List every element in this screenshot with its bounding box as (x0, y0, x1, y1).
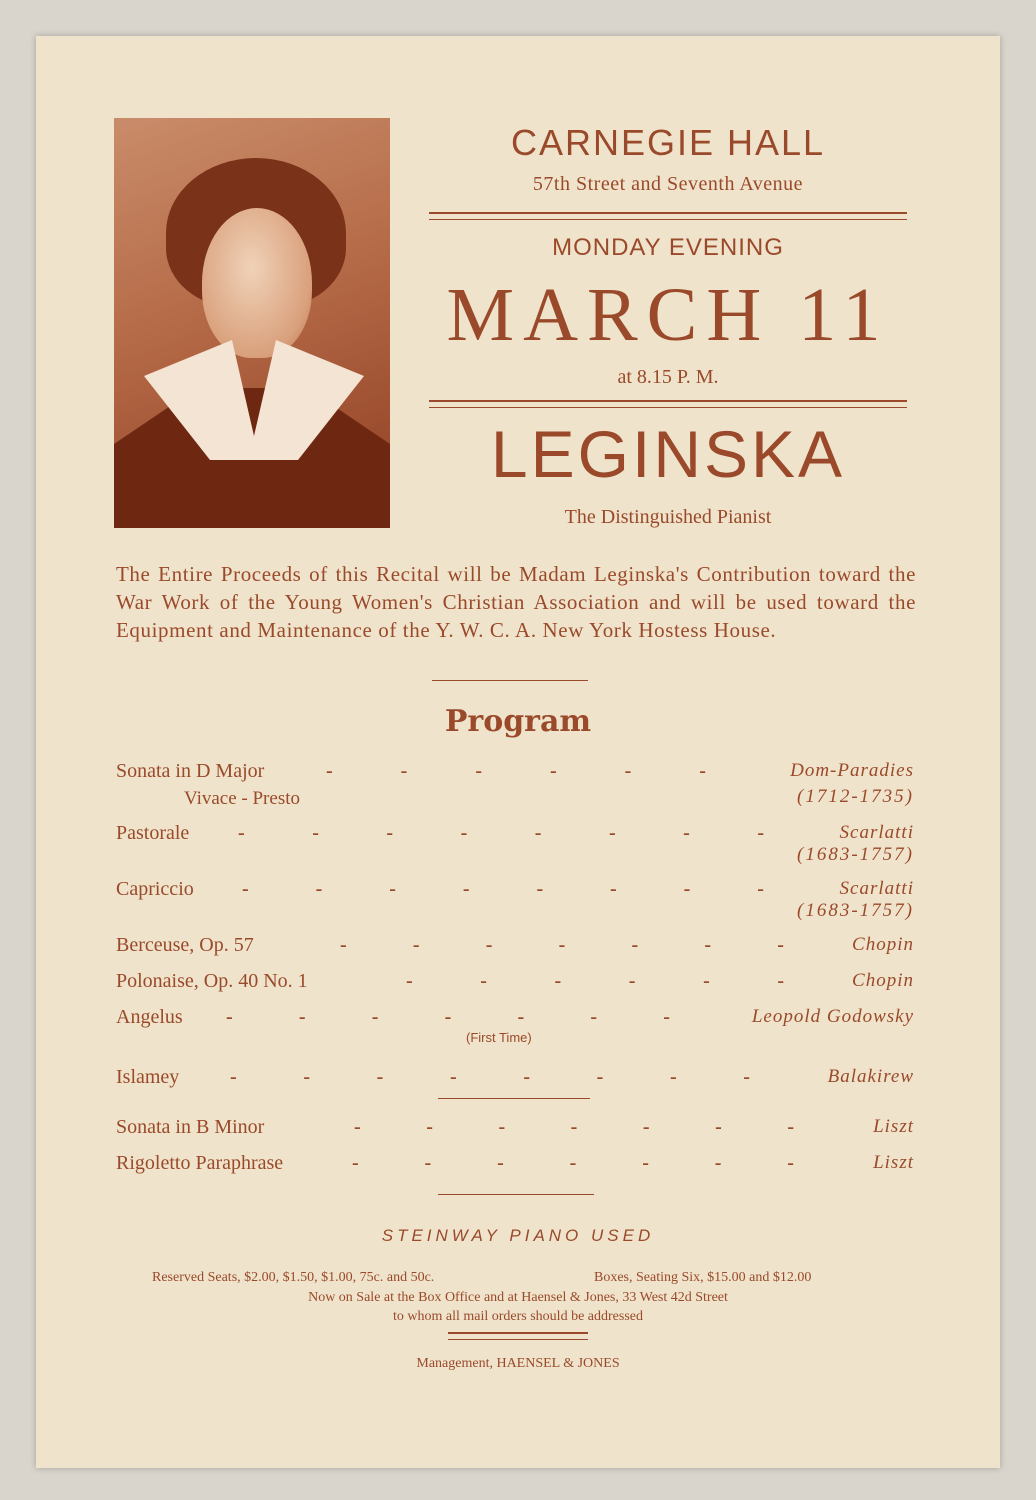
leader-dashes: - - - - - - - - (238, 822, 764, 844)
double-rule (429, 212, 907, 220)
program-item (116, 878, 914, 904)
program-item (116, 760, 914, 786)
leader-dashes: - - - - - - - (354, 1116, 794, 1138)
composer: Scarlatti (839, 822, 914, 843)
double-rule (448, 1332, 588, 1340)
sale-info: Now on Sale at the Box Office and at Haensel & Jones, 33 West 42d Street (308, 1290, 728, 1305)
first-time-note: (First Time) (466, 1030, 532, 1045)
steinway-notice: STEINWAY PIANO USED (381, 1226, 655, 1245)
composer: Liszt (873, 1152, 914, 1173)
divider (438, 1098, 590, 1099)
work-title: Polonaise, Op. 40 No. 1 (116, 970, 308, 992)
composer: Balakirew (827, 1066, 914, 1087)
composer: Dom-Paradies (790, 760, 914, 781)
work-title: Capriccio (116, 878, 194, 900)
work-title: Islamey (116, 1066, 180, 1088)
composer-years: (1683-1757) (797, 900, 914, 921)
leader-dashes: - - - - - - - (226, 1006, 670, 1028)
program-item (116, 822, 914, 848)
event-time: at 8.15 P. M. (617, 366, 719, 388)
work-title: Sonata in B Minor (116, 1116, 265, 1138)
composer-years: (1683-1757) (797, 844, 914, 865)
work-title: Berceuse, Op. 57 (116, 934, 254, 956)
pianist-portrait-photo (114, 118, 390, 528)
work-title: Pastorale (116, 822, 190, 844)
work-title: Sonata in D Major (116, 760, 265, 782)
reserved-seats-prices: Reserved Seats, $2.00, $1.50, $1.00, 75c. and 50c. (152, 1270, 435, 1285)
divider (438, 1194, 594, 1195)
program-title: Program (444, 704, 592, 739)
concert-flyer (36, 36, 1000, 1468)
venue-address: 57th Street and Seventh Avenue (532, 173, 804, 195)
program-item (116, 1006, 914, 1032)
composer: Chopin (852, 970, 914, 991)
program-item (116, 1152, 914, 1178)
movement-detail: Vivace - Presto (184, 788, 300, 809)
work-title: Angelus (116, 1006, 183, 1028)
program-item (116, 1066, 914, 1092)
performer-subtitle: The Distinguished Pianist (564, 506, 772, 528)
event-date: MARCH 11 (446, 273, 890, 357)
leader-dashes: - - - - - - - (352, 1152, 794, 1174)
leader-dashes: - - - - - - (326, 760, 706, 782)
venue-name: CARNEGIE HALL (510, 122, 826, 163)
box-prices: Boxes, Seating Six, $15.00 and $12.00 (594, 1270, 812, 1285)
leader-dashes: - - - - - - - (340, 934, 784, 956)
work-title: Rigoletto Paraphrase (116, 1152, 284, 1174)
composer: Chopin (852, 934, 914, 955)
composer: Leopold Godowsky (751, 1006, 914, 1027)
composer: Liszt (873, 1116, 914, 1137)
program-item (116, 934, 914, 960)
leader-dashes: - - - - - - - - (230, 1066, 750, 1088)
double-rule (429, 400, 907, 408)
leader-dashes: - - - - - - - - (242, 878, 764, 900)
intro-paragraph: The Entire Proceeds of this Recital will be Madam Leginska's Contribution toward the War Work of the Young Women's Christian Association and will be used toward the Equipment and Maintenance of the Y. W. C. A. New York Hostess House. (116, 562, 916, 642)
leader-dashes: - - - - - - (406, 970, 784, 992)
program-item (116, 1116, 914, 1142)
event-day: MONDAY EVENING (552, 234, 784, 261)
composer-years: (1712-1735) (797, 786, 914, 807)
composer: Scarlatti (839, 878, 914, 899)
performer-name: LEGINSKA (490, 417, 846, 491)
program-item (116, 970, 914, 996)
divider (432, 680, 588, 681)
mail-orders-info: to whom all mail orders should be addressed (392, 1309, 643, 1324)
management-credit: Management, HAENSEL & JONES (416, 1356, 620, 1371)
